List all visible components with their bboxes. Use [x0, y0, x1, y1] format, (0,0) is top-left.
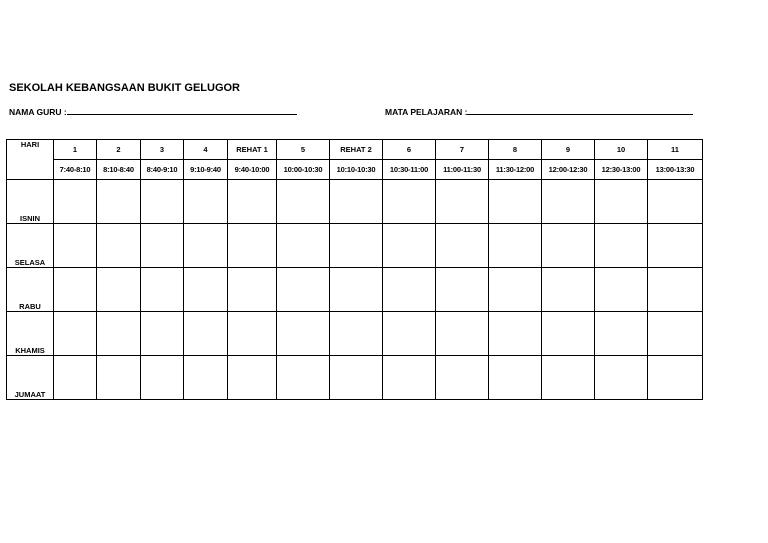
period-header: 9 [542, 140, 595, 160]
timetable-cell[interactable] [595, 312, 648, 356]
timetable-cell[interactable] [97, 312, 141, 356]
header-row-times [7, 160, 703, 180]
timetable-cell[interactable] [330, 224, 383, 268]
timetable-cell[interactable] [489, 180, 542, 224]
timetable-cell[interactable] [54, 356, 97, 400]
timetable-cell[interactable] [228, 180, 277, 224]
timetable-cell[interactable] [595, 224, 648, 268]
timetable-cell[interactable] [436, 312, 489, 356]
timetable-cell[interactable] [648, 312, 703, 356]
day-name: ISNIN [7, 180, 54, 224]
timetable-cell[interactable] [277, 224, 330, 268]
timetable-cell[interactable] [228, 356, 277, 400]
timetable-cell[interactable] [542, 312, 595, 356]
period-header: 11 [648, 140, 703, 160]
timetable-cell[interactable] [184, 312, 228, 356]
day-name: SELASA [7, 224, 54, 268]
period-header: 8 [489, 140, 542, 160]
period-header: 3 [141, 140, 184, 160]
day-row [7, 312, 703, 356]
timetable-cell[interactable] [595, 268, 648, 312]
timetable-cell[interactable] [54, 180, 97, 224]
timetable-cell[interactable] [383, 268, 436, 312]
timetable-cell[interactable] [141, 356, 184, 400]
timetable-cell[interactable] [141, 180, 184, 224]
period-header: 4 [184, 140, 228, 160]
timetable [6, 139, 703, 400]
time-header: 8:10-8:40 [97, 160, 141, 180]
timetable-cell[interactable] [228, 224, 277, 268]
day-name: JUMAAT [7, 356, 54, 400]
timetable-cell[interactable] [54, 268, 97, 312]
timetable-cell[interactable] [277, 268, 330, 312]
timetable-cell[interactable] [97, 356, 141, 400]
time-header: 8:40-9:10 [141, 160, 184, 180]
timetable-cell[interactable] [383, 356, 436, 400]
timetable-cell[interactable] [184, 224, 228, 268]
timetable-cell[interactable] [184, 356, 228, 400]
mata-pelajaran-field [385, 106, 693, 117]
period-header: 10 [595, 140, 648, 160]
timetable-cell[interactable] [330, 312, 383, 356]
timetable-cell[interactable] [228, 268, 277, 312]
timetable-cell[interactable] [542, 180, 595, 224]
timetable-cell[interactable] [436, 224, 489, 268]
school-name: SEKOLAH KEBANGSAAN BUKIT GELUGOR [9, 82, 241, 94]
timetable-cell[interactable] [228, 312, 277, 356]
header-row-periods [7, 140, 703, 160]
timetable-cell[interactable] [648, 180, 703, 224]
day-name: KHAMIS [7, 312, 54, 356]
timetable-cell[interactable] [277, 312, 330, 356]
period-header: 7 [436, 140, 489, 160]
nama-guru-label: NAMA GURU : [9, 107, 67, 117]
day-row [7, 224, 703, 268]
timetable-cell[interactable] [648, 268, 703, 312]
timetable-cell[interactable] [383, 180, 436, 224]
day-row [7, 268, 703, 312]
timetable-cell[interactable] [436, 180, 489, 224]
timetable-cell[interactable] [489, 268, 542, 312]
day-row [7, 180, 703, 224]
day-name: RABU [7, 268, 54, 312]
timetable-cell[interactable] [489, 356, 542, 400]
time-header: 13:00-13:30 [648, 160, 703, 180]
period-header: REHAT 2 [330, 140, 383, 160]
timetable-cell[interactable] [54, 312, 97, 356]
mata-pelajaran-blank-line [467, 106, 693, 115]
time-header: 9:10-9:40 [184, 160, 228, 180]
time-header: 9:40-10:00 [228, 160, 277, 180]
timetable-cell[interactable] [595, 180, 648, 224]
timetable-cell[interactable] [97, 268, 141, 312]
time-header: 12:30-13:00 [595, 160, 648, 180]
timetable-cell[interactable] [141, 268, 184, 312]
timetable-cell[interactable] [141, 312, 184, 356]
timetable-cell[interactable] [97, 224, 141, 268]
timetable-cell[interactable] [54, 224, 97, 268]
timetable-cell[interactable] [277, 356, 330, 400]
time-header: 10:00-10:30 [277, 160, 330, 180]
time-header: 10:30-11:00 [383, 160, 436, 180]
hari-header: HARI [7, 140, 54, 180]
timetable-cell[interactable] [277, 180, 330, 224]
time-header: 11:30-12:00 [489, 160, 542, 180]
timetable-cell[interactable] [383, 312, 436, 356]
timetable-cell[interactable] [184, 268, 228, 312]
period-header: 2 [97, 140, 141, 160]
timetable-cell[interactable] [330, 268, 383, 312]
timetable-cell[interactable] [436, 268, 489, 312]
nama-guru-field [9, 106, 297, 117]
timetable-cell[interactable] [489, 312, 542, 356]
timetable-cell[interactable] [141, 224, 184, 268]
time-header: 11:00-11:30 [436, 160, 489, 180]
mata-pelajaran-label: MATA PELAJARAN : [385, 107, 468, 117]
timetable-cell[interactable] [184, 180, 228, 224]
timetable-cell[interactable] [542, 268, 595, 312]
timetable-cell[interactable] [383, 224, 436, 268]
day-row [7, 356, 703, 400]
period-header: 1 [54, 140, 97, 160]
time-header: 12:00-12:30 [542, 160, 595, 180]
timetable-cell[interactable] [648, 356, 703, 400]
timetable-cell[interactable] [436, 356, 489, 400]
timetable-cell[interactable] [330, 180, 383, 224]
timetable-cell[interactable] [542, 224, 595, 268]
period-header: REHAT 1 [228, 140, 277, 160]
time-header: 10:10-10:30 [330, 160, 383, 180]
timetable-cell[interactable] [97, 180, 141, 224]
period-header: 6 [383, 140, 436, 160]
timetable-cell[interactable] [595, 356, 648, 400]
timetable-cell[interactable] [330, 356, 383, 400]
timetable-cell[interactable] [648, 224, 703, 268]
timetable-cell[interactable] [489, 224, 542, 268]
timetable-cell[interactable] [542, 356, 595, 400]
nama-guru-blank-line [67, 106, 297, 115]
period-header: 5 [277, 140, 330, 160]
time-header: 7:40-8:10 [54, 160, 97, 180]
